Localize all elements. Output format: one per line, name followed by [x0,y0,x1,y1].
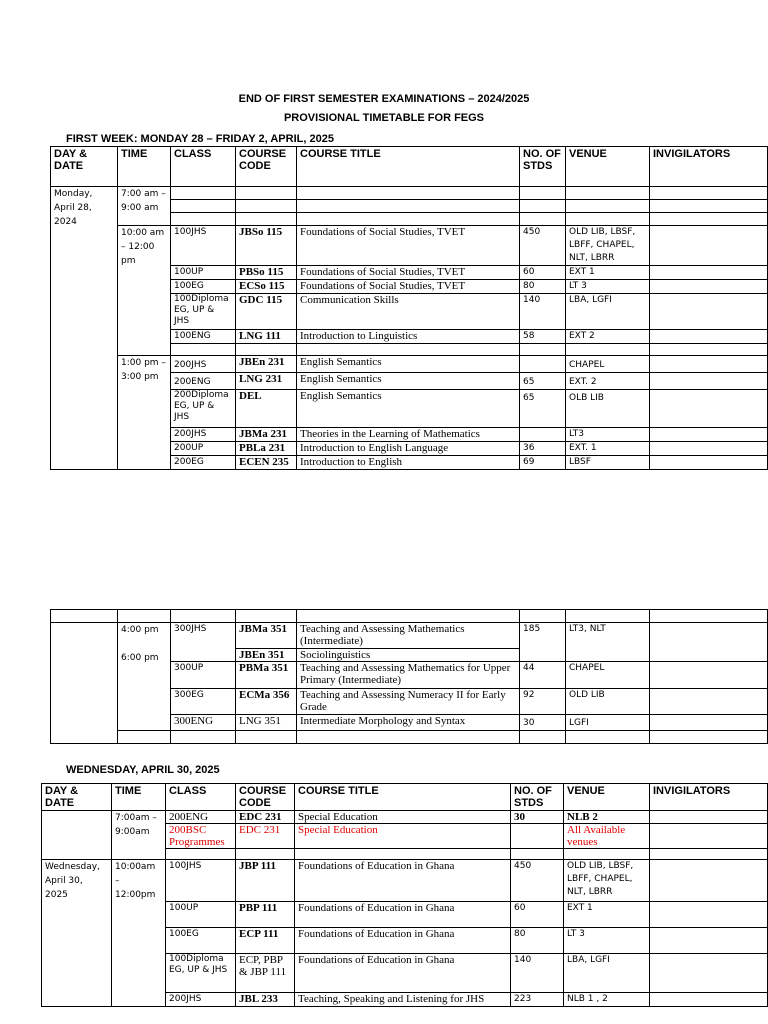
stds-cell: 60 [511,902,564,928]
table-row [42,860,768,902]
invigilators-cell [650,715,768,731]
class-cell: 300ENG [171,715,236,731]
course-code-cell: ECP, PBP & JBP 111 [236,954,295,993]
invigilators-cell [650,226,768,266]
course-title-cell: Introduction to Linguistics [297,330,520,344]
invigilators-cell [650,330,768,344]
day-date-cell: Monday, April 28, 2024 [51,187,118,470]
table-row [42,811,768,824]
invigilators-cell [650,860,768,902]
invigilators-cell [650,356,768,373]
stds-cell: 140 [520,294,566,330]
stds-cell: 58 [520,330,566,344]
invigilators-cell [650,456,768,470]
class-cell: 200ENG [166,811,236,824]
class-cell: 100EG [166,928,236,954]
venue-cell: EXT 1 [566,266,650,280]
table-row [51,623,768,649]
time-slot-cell: 7:00 am – 9:00 am [118,187,171,226]
course-title-cell: Communication Skills [297,294,520,330]
course-code-cell: LNG 351 [236,715,297,731]
venue-cell: OLD LIB, LBSF, LBFF, CHAPEL, NLT, LBRR [566,226,650,266]
stds-cell: 60 [520,266,566,280]
venue-cell: All Available venues [564,824,650,849]
class-cell: 200JHS [171,428,236,442]
invigilators-cell [650,689,768,715]
invigilators-cell [650,811,768,824]
venue-cell: LGFI [566,715,650,731]
header-class: CLASS [171,147,236,187]
stds-cell: 44 [520,662,566,689]
header-venue: VENUE [564,784,650,811]
course-title-cell: Special Education [295,811,511,824]
course-code-cell: PBP 111 [236,902,295,928]
course-code-cell: LNG 231 [236,373,297,390]
timetable-wednesday [41,783,768,1007]
day-date-cell [42,811,112,860]
course-title-cell: Special Education [295,824,511,849]
class-cell: 100JHS [166,860,236,902]
course-code-cell: ECP 111 [236,928,295,954]
table-header-row [51,147,768,187]
invigilators-cell [650,266,768,280]
stds-cell: 65 [520,373,566,390]
course-title-cell: Teaching, Speaking and Listening for JHS [295,993,511,1007]
course-title-cell: English Semantics [297,356,520,373]
course-title-cell: Foundations of Education in Ghana [295,928,511,954]
venue-cell: EXT 1 [564,902,650,928]
class-cell: 200BSC Programmes [166,824,236,849]
course-title-cell: Theories in the Learning of Mathematics [297,428,520,442]
header-no-of-stds: NO. OF STDS [520,147,566,187]
course-title-cell: Foundations of Social Studies, TVET [297,280,520,294]
course-title-cell: Sociolinguistics [297,649,520,662]
class-cell: 100UP [166,902,236,928]
stds-cell: 140 [511,954,564,993]
course-title-cell: Foundations of Social Studies, TVET [297,266,520,280]
course-code-cell: PBMa 351 [236,662,297,689]
venue-cell: OLB LIB [566,390,650,428]
venue-cell: EXT. 2 [566,373,650,390]
document-subtitle: PROVISIONAL TIMETABLE FOR FEGS [283,112,485,124]
course-code-cell: ECSo 115 [236,280,297,294]
stds-cell: 450 [520,226,566,266]
stds-cell: 92 [520,689,566,715]
course-code-cell: ECMa 356 [236,689,297,715]
course-title-cell: Introduction to English [297,456,520,470]
class-cell: 200UP [171,442,236,456]
class-cell: 300EG [171,689,236,715]
course-title-cell: Teaching and Assessing Mathematics (Intermediate) [297,623,520,649]
course-title-cell: Teaching and Assessing Mathematics for Upper Primary (Intermediate) [297,662,520,689]
time-slot-cell: 10:00am – 12:00pm [112,860,166,1007]
class-cell: 100Diploma EG, UP & JHS [166,954,236,993]
stds-cell: 36 [520,442,566,456]
table-row [51,731,768,744]
header-time: TIME [118,147,171,187]
time-slot-cell: 1:00 pm – 3:00 pm [118,356,171,470]
course-code-cell: JBMa 231 [236,428,297,442]
header-course-title: COURSE TITLE [295,784,511,811]
stds-cell: 223 [511,993,564,1007]
timetable-monday-continued [50,609,768,744]
course-code-cell: PBLa 231 [236,442,297,456]
venue-cell: LBA, LGFI [564,954,650,993]
header-time: TIME [112,784,166,811]
table-row [51,610,768,623]
venue-cell: LBA, LGFI [566,294,650,330]
stds-cell: 450 [511,860,564,902]
class-cell: 300UP [171,662,236,689]
header-invigilators: INVIGILATORS [650,784,768,811]
class-cell: 200ENG [171,373,236,390]
course-title-cell: English Semantics [297,373,520,390]
header-invigilators: INVIGILATORS [650,147,768,187]
stds-cell: 65 [520,390,566,428]
course-code-cell: JBMa 351 [236,623,297,649]
header-course-code: COURSE CODE [236,147,297,187]
time-slot-cell [118,623,171,731]
course-code-cell: JBP 111 [236,860,295,902]
course-code-cell: LNG 111 [236,330,297,344]
course-title-cell: Foundations of Social Studies, TVET [297,226,520,266]
table-row [51,226,768,266]
invigilators-cell [650,993,768,1007]
class-cell: 200Diploma EG, UP & JHS [171,390,236,428]
class-cell: 100ENG [171,330,236,344]
course-title-cell: Foundations of Education in Ghana [295,902,511,928]
time-slot-cell: 10:00 am – 12:00 pm [118,226,171,356]
day-date-cell: Wednesday, April 30, 2025 [42,860,112,1007]
invigilators-cell [650,294,768,330]
header-course-code: COURSE CODE [236,784,295,811]
header-no-of-stds: NO. OF STDS [511,784,564,811]
venue-cell: LT 3 [564,928,650,954]
class-cell: 200JHS [171,356,236,373]
class-cell: 200JHS [166,993,236,1007]
course-title-cell: Foundations of Education in Ghana [295,954,511,993]
time-start: 4:00 pm [121,625,159,635]
venue-cell: LT3, NLT [566,623,650,662]
class-cell: 100Diploma EG, UP & JHS [171,294,236,330]
stds-cell: 30 [520,715,566,731]
venue-cell: CHAPEL [566,356,650,373]
course-code-cell: JBEn 231 [236,356,297,373]
timetable-monday [50,146,768,470]
table-header-row [42,784,768,811]
invigilators-cell [650,954,768,993]
class-cell: 100JHS [171,226,236,266]
day-heading: WEDNESDAY, APRIL 30, 2025 [66,764,220,776]
course-code-cell: PBSo 115 [236,266,297,280]
class-cell: 100UP [171,266,236,280]
invigilators-cell [650,662,768,689]
course-title-cell: Introduction to English Language [297,442,520,456]
week-heading: FIRST WEEK: MONDAY 28 – FRIDAY 2, APRIL, 2025 [66,133,334,145]
venue-cell: OLD LIB [566,689,650,715]
course-title-cell: Foundations of Education in Ghana [295,860,511,902]
document-title: END OF FIRST SEMESTER EXAMINATIONS – 2024/2025 [238,93,530,105]
stds-cell: 80 [511,928,564,954]
course-code-cell: GDC 115 [236,294,297,330]
stds-cell [520,356,566,373]
stds-cell: 69 [520,456,566,470]
invigilators-cell [650,928,768,954]
time-end: 6:00 pm [121,653,159,663]
stds-cell: 30 [511,811,564,824]
class-cell: 100EG [171,280,236,294]
course-code-cell: DEL [236,390,297,428]
header-course-title: COURSE TITLE [297,147,520,187]
invigilators-cell [650,902,768,928]
header-venue: VENUE [566,147,650,187]
table-row [51,356,768,373]
course-title-cell: Intermediate Morphology and Syntax [297,715,520,731]
course-code-cell: JBSo 115 [236,226,297,266]
invigilators-cell [650,373,768,390]
course-code-cell: ECEN 235 [236,456,297,470]
venue-cell: LT 3 [566,280,650,294]
header-day-date: DAY & DATE [51,147,118,187]
course-title-cell: English Semantics [297,390,520,428]
stds-cell [520,428,566,442]
time-slot-cell: 7:00am – 9:00am [112,811,166,860]
stds-cell [511,824,564,849]
venue-cell: EXT. 1 [566,442,650,456]
invigilators-cell [650,280,768,294]
stds-cell: 80 [520,280,566,294]
stds-cell: 185 [520,623,566,662]
header-class: CLASS [166,784,236,811]
header-day-date: DAY & DATE [42,784,112,811]
invigilators-cell [650,390,768,428]
invigilators-cell [650,824,768,849]
course-code-cell: JBL 233 [236,993,295,1007]
venue-cell: LT3 [566,428,650,442]
venue-cell: LBSF [566,456,650,470]
class-cell: 200EG [171,456,236,470]
venue-cell: NLB 1 , 2 [564,993,650,1007]
course-title-cell: Teaching and Assessing Numeracy II for Early Grade [297,689,520,715]
day-date-cell [51,623,118,744]
invigilators-cell [650,442,768,456]
course-code-cell: EDC 231 [236,811,295,824]
venue-cell: OLD LIB, LBSF, LBFF, CHAPEL, NLT, LBRR [564,860,650,902]
invigilators-cell [650,623,768,662]
invigilators-cell [650,428,768,442]
table-row [51,187,768,200]
course-code-cell: EDC 231 [236,824,295,849]
venue-cell: CHAPEL [566,662,650,689]
venue-cell: EXT 2 [566,330,650,344]
venue-cell: NLB 2 [564,811,650,824]
class-cell: 300JHS [171,623,236,662]
course-code-cell: JBEn 351 [236,649,297,662]
